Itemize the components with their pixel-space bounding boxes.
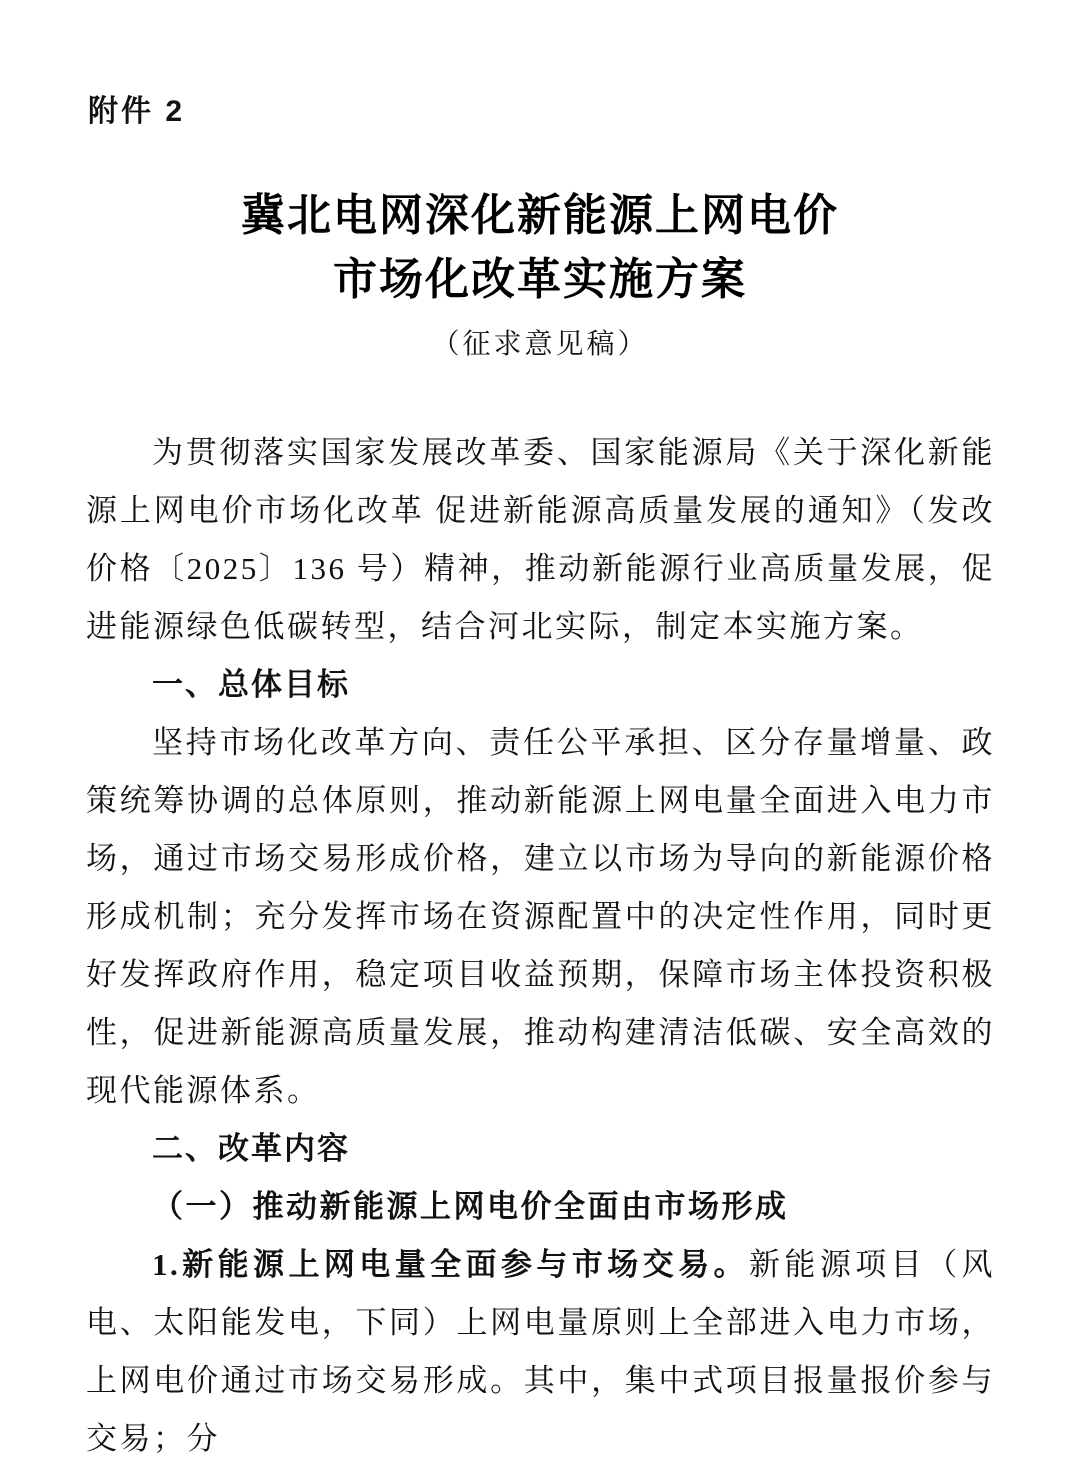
intro-paragraph: 为贯彻落实国家发展改革委、国家能源局《关于深化新能源上网电价市场化改革 促进新能源高质量发展的通知》（发改价格〔2025〕136 号）精神，推动新能源行业高质量发展，促进能源绿色低碳转型，结合河北实际，制定本实施方案。	[86, 435, 995, 644]
item-1-lead: 1.新能源上网电量全面参与市场交易。	[152, 1247, 749, 1282]
subsection-1-heading: （一）推动新能源上网电价全面由市场形成	[152, 1189, 789, 1224]
document-body	[86, 424, 995, 1468]
attachment-label: 附件 2	[88, 95, 186, 128]
draft-note: （征求意见稿）	[431, 329, 649, 360]
item-1-text: 新能源项目（风电、太阳能发电，下同）上网电量原则上全部进入电力市场，上网电价通过市场交易形成。其中，集中式项目报量报价参与交易；分	[86, 1247, 996, 1456]
title-line-2: 市场化改革实施方案	[333, 255, 747, 304]
title-line-1: 冀北电网深化新能源上网电价	[241, 191, 839, 240]
section-1-heading: 一、总体目标	[152, 667, 350, 702]
section-2-heading: 二、改革内容	[152, 1131, 350, 1166]
item-1-paragraph	[86, 1236, 995, 1468]
section-1-paragraph: 坚持市场化改革方向、责任公平承担、区分存量增量、政策统筹协调的总体原则，推动新能源上网电量全面进入电力市场，通过市场交易形成价格，建立以市场为导向的新能源价格形成机制；充分发挥市场在资源配置中的决定性作用，同时更好发挥政府作用，稳定项目收益预期，保障市场主体投资积极性，促进新能源高质量发展，推动构建清洁低碳、安全高效的现代能源体系。	[86, 725, 995, 1108]
document-title	[0, 184, 1080, 312]
